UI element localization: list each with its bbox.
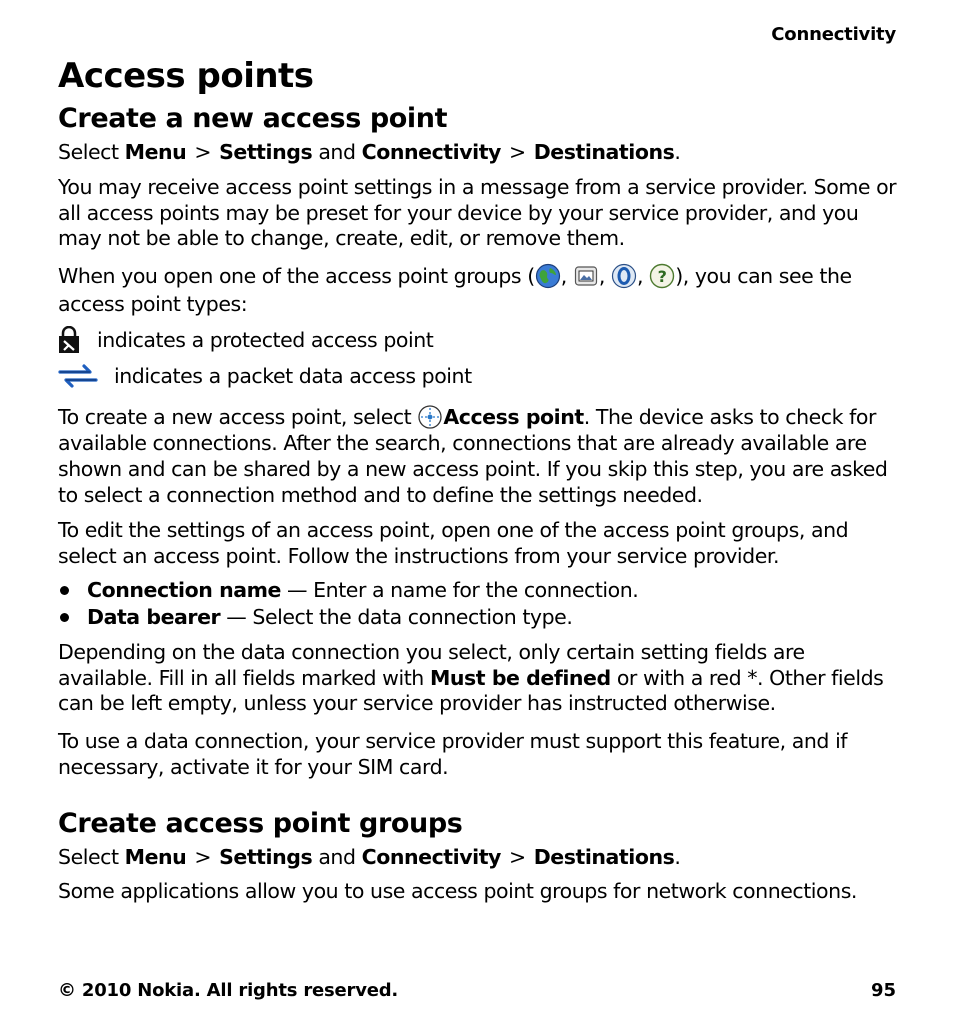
path-menu: Menu <box>124 140 187 164</box>
operator-icon <box>611 263 637 289</box>
path-destinations: Destinations <box>533 140 675 164</box>
svg-text:?: ? <box>657 267 667 286</box>
setting-term: Data bearer <box>87 605 221 629</box>
path-connectivity: Connectivity <box>361 845 501 869</box>
uncategorised-icon <box>649 263 675 289</box>
must-be-defined-label: Must be defined <box>429 665 611 690</box>
section-heading-new-access-point: Create a new access point <box>58 103 448 134</box>
path-destinations: Destinations <box>533 845 675 869</box>
setting-description: — Enter a name for the connection. <box>280 578 639 602</box>
packet-data-access-point-row <box>58 363 472 389</box>
required-text-after: or with a red *. Other fields can be left empty, unless your service provider has instructed otherwise. <box>58 665 884 715</box>
path-end: . <box>674 845 681 869</box>
setting-description: — Select the data connection type. <box>220 605 573 629</box>
running-header: Connectivity <box>771 24 896 45</box>
required-text-before: Depending on the data connection you select, only certain setting fields are available. Fill in all fields marked with <box>58 640 805 690</box>
path-separator: > <box>508 845 526 869</box>
list-item <box>58 604 638 631</box>
path-and-text: and <box>318 140 356 164</box>
packet-data-arrows-icon <box>58 363 98 389</box>
protected-access-point-text: indicates a protected access point <box>97 328 434 352</box>
path-settings: Settings <box>219 140 313 164</box>
copyright: © 2010 Nokia. All rights reserved. <box>58 980 399 1001</box>
data-connection-paragraph: To use a data connection, your service provider must support this feature, and if necessary, activate it for your SIM card. <box>58 729 848 779</box>
groups-paragraph: When you open one of the access point groups ( , , , ? ), you can see the access point types: <box>58 264 852 316</box>
path-select-text: Select <box>58 845 119 869</box>
create-access-point-option: Access point <box>443 405 584 429</box>
mms-icon <box>573 263 599 289</box>
menu-path <box>58 140 898 166</box>
page-title: Access points <box>58 56 314 96</box>
create-access-point-paragraph <box>58 404 898 508</box>
menu-path <box>58 845 898 871</box>
path-connectivity: Connectivity <box>361 140 501 164</box>
edit-settings-paragraph: To edit the settings of an access point, open one of the access point groups, and select an access point. Follow the instructions from your service provider. <box>58 518 849 568</box>
packet-data-access-point-text: indicates a packet data access point <box>114 364 472 388</box>
groups-text-after: ), you can see the access point types: <box>58 264 852 316</box>
protected-lock-icon <box>58 326 80 354</box>
list-item <box>58 577 638 604</box>
create-text-before: To create a new access point, select <box>58 405 412 429</box>
path-separator: > <box>194 140 212 164</box>
protected-access-point-row <box>58 326 433 354</box>
section-heading-access-point-groups: Create access point groups <box>58 808 463 839</box>
path-separator: > <box>508 140 526 164</box>
new-access-point-icon <box>417 404 443 430</box>
path-menu: Menu <box>124 845 187 869</box>
setting-term: Connection name <box>87 578 281 602</box>
create-text-after: . The device asks to check for available connections. After the search, connections that are already available are shown and can be shared by a new access point. If you skip this step, you are asked to select a connection method and to define the settings needed. <box>58 405 888 507</box>
path-separator: > <box>194 845 212 869</box>
path-end: . <box>674 140 681 164</box>
path-settings: Settings <box>219 845 313 869</box>
internet-globe-icon <box>535 263 561 289</box>
settings-list <box>58 577 638 631</box>
intro-paragraph: You may receive access point settings in a message from a service provider. Some or all access points may be preset for your device by your service provider, and you may not be able to change, create, edit, or remove them. <box>58 175 897 250</box>
path-and-text: and <box>318 845 356 869</box>
page-number: 95 <box>870 980 896 1001</box>
required-fields-paragraph <box>58 640 898 717</box>
groups-text-before: When you open one of the access point groups ( <box>58 264 535 288</box>
path-select-text: Select <box>58 140 119 164</box>
groups-usage-paragraph: Some applications allow you to use access point groups for network connections. <box>58 879 857 903</box>
